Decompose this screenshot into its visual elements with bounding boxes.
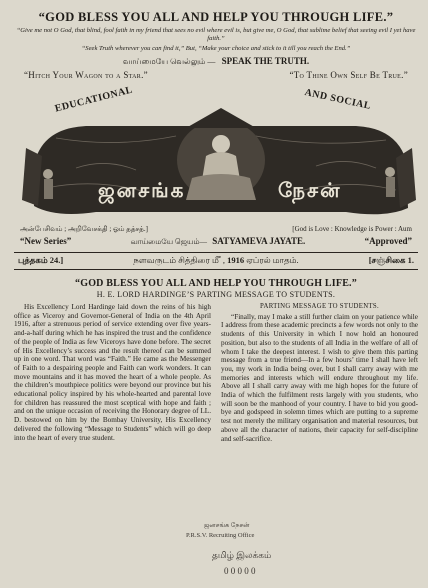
article-column-right: [221, 303, 418, 443]
motto-info-row: [14, 225, 418, 234]
article-column-left: [14, 303, 211, 443]
speak-truth-line: [14, 56, 418, 67]
satyameva-tamil: வாய்மையே ஜெயம்—: [130, 237, 207, 246]
approved-label: “Approved”: [364, 236, 412, 246]
satyameva-english: SATYAMEVA JAYATE.: [212, 236, 306, 246]
banner-arc-educational: EDUCATIONAL: [53, 84, 134, 115]
stamp-line-1: ஜனசங்க நேசன்: [204, 522, 250, 529]
proverb-row: [14, 70, 418, 80]
library-stamp: [180, 522, 290, 584]
speak-truth-english: SPEAK THE TRUTH.: [221, 56, 310, 66]
issue-year: 1916: [227, 255, 245, 265]
hitch-wagon-proverb: “Hitch Your Wagon to a Star.”: [24, 70, 148, 80]
banner-illustration: [16, 108, 420, 223]
banner-title-tamil-right: நேசன்: [278, 180, 342, 202]
article-paragraph: “Finally, may I make a still further claim on your patience while I address from these academic precincts a few words not only to the students of this University in which I now hold an honoured position, but also to the students of all India in the welfare of all of whom I take the deepest interest. I wish to give them this parting message from a true friend—In a few hours’ time I shall have left you, my work in India being over, but I shall carry away with me memories and interests which will endure throughout my life. Above all I shall carry away with me high hopes for the future of India of which the fulfilment rests largely with you students, who will soon be the manhood of your country. I have to bid you good-bye and godspeed in solemn times which are putting to a supreme test not merely the military organisation and material resources, but above all the character of nations, their capacity for self-discipline and self-sacrifice.: [221, 312, 418, 443]
article-columns: [14, 303, 418, 443]
volume-number: புத்தகம் 24.]: [18, 255, 64, 265]
masthead-motto: “GOD BLESS YOU ALL AND HELP YOU THROUGH LIFE.”: [38, 10, 394, 24]
article-paragraph: His Excellency Lord Hardinge laid down the reins of his high office as Viceroy and Governor-General of India on the 4th April 1916, after a strenuous period of service extending over five years-and-a-half during which he has inspired the trust and the confidence of the people of India as few Viceroys have done before. The secret of His Excellency’s success and the result thereof can be summed up in one word. That word was “Faith.” He came as the Messenger of Faith to a despairing people and Faith can work wonders. It can move mountains and it has moved the heart of a whole people. As the children’s mouthpiece politics were beyond our province but his educational policy inspired by his whole-hearted and parental love for children has reassured the most sceptical with hope and faith ; and on the unique occasion of receiving the Honorary degree of LL. D. bestowed on him by the Bombay University, His Excellency delivered the following “Message to Students” which will go deep into the heart of every true student.: [14, 303, 211, 442]
article-title: “GOD BLESS YOU ALL AND HELP YOU THROUGH LIFE.”: [75, 278, 357, 289]
issue-number: [சஞ்சிகை 1.: [368, 255, 414, 265]
banner-title-tamil-left: ஜனசங்க: [98, 180, 186, 202]
issue-date-month: ஏப்ரல் மாதம்.: [246, 255, 299, 265]
masthead-quote-faith: “Give me not O God, that blind, fool faith in my friend that sees no evil where evil is, but give me, O God, that sublime belief that seeing evil I yet have faith.”: [16, 27, 416, 42]
series-row: [14, 236, 418, 247]
issue-date-tamil: நளவருடம் சித்திரை ௴ ,: [133, 255, 226, 265]
issue-info-bar: [14, 252, 418, 270]
stamp-line-4: 0 0 0 0 0: [224, 566, 256, 576]
masthead-quote-truth: “Seek Truth wherever you can find it,” But, “Make your choice and stick to it till you reach the End.”: [81, 45, 351, 52]
masthead-banner: [16, 84, 416, 223]
thine-own-self-proverb: “To Thine Own Self Be True.”: [289, 70, 408, 80]
new-series-label: “New Series”: [20, 236, 72, 246]
speak-truth-tamil: வாய்மையே வெல்லும் —: [122, 57, 216, 66]
column-heading: PARTING MESSAGE TO STUDENTS.: [260, 303, 379, 310]
tamil-motto: அன்பேசிவம் ; அறிவேசக்தி ; ஓம் தத்சத்.]: [20, 225, 148, 233]
stamp-line-2: P.R.S.V. Recruiting Office: [186, 532, 255, 539]
english-motto: [God is Love : Knowledge is Power : Aum: [292, 225, 412, 233]
banner-arc-social: AND SOCIAL: [304, 87, 373, 112]
article-subtitle: H. E. LORD HARDINGE’S PARTING MESSAGE TO STUDENTS.: [96, 290, 336, 299]
stamp-line-3: தமிழ் இலக்கம்: [212, 550, 272, 560]
satyameva-line: [131, 236, 306, 247]
issue-date: [133, 255, 298, 267]
